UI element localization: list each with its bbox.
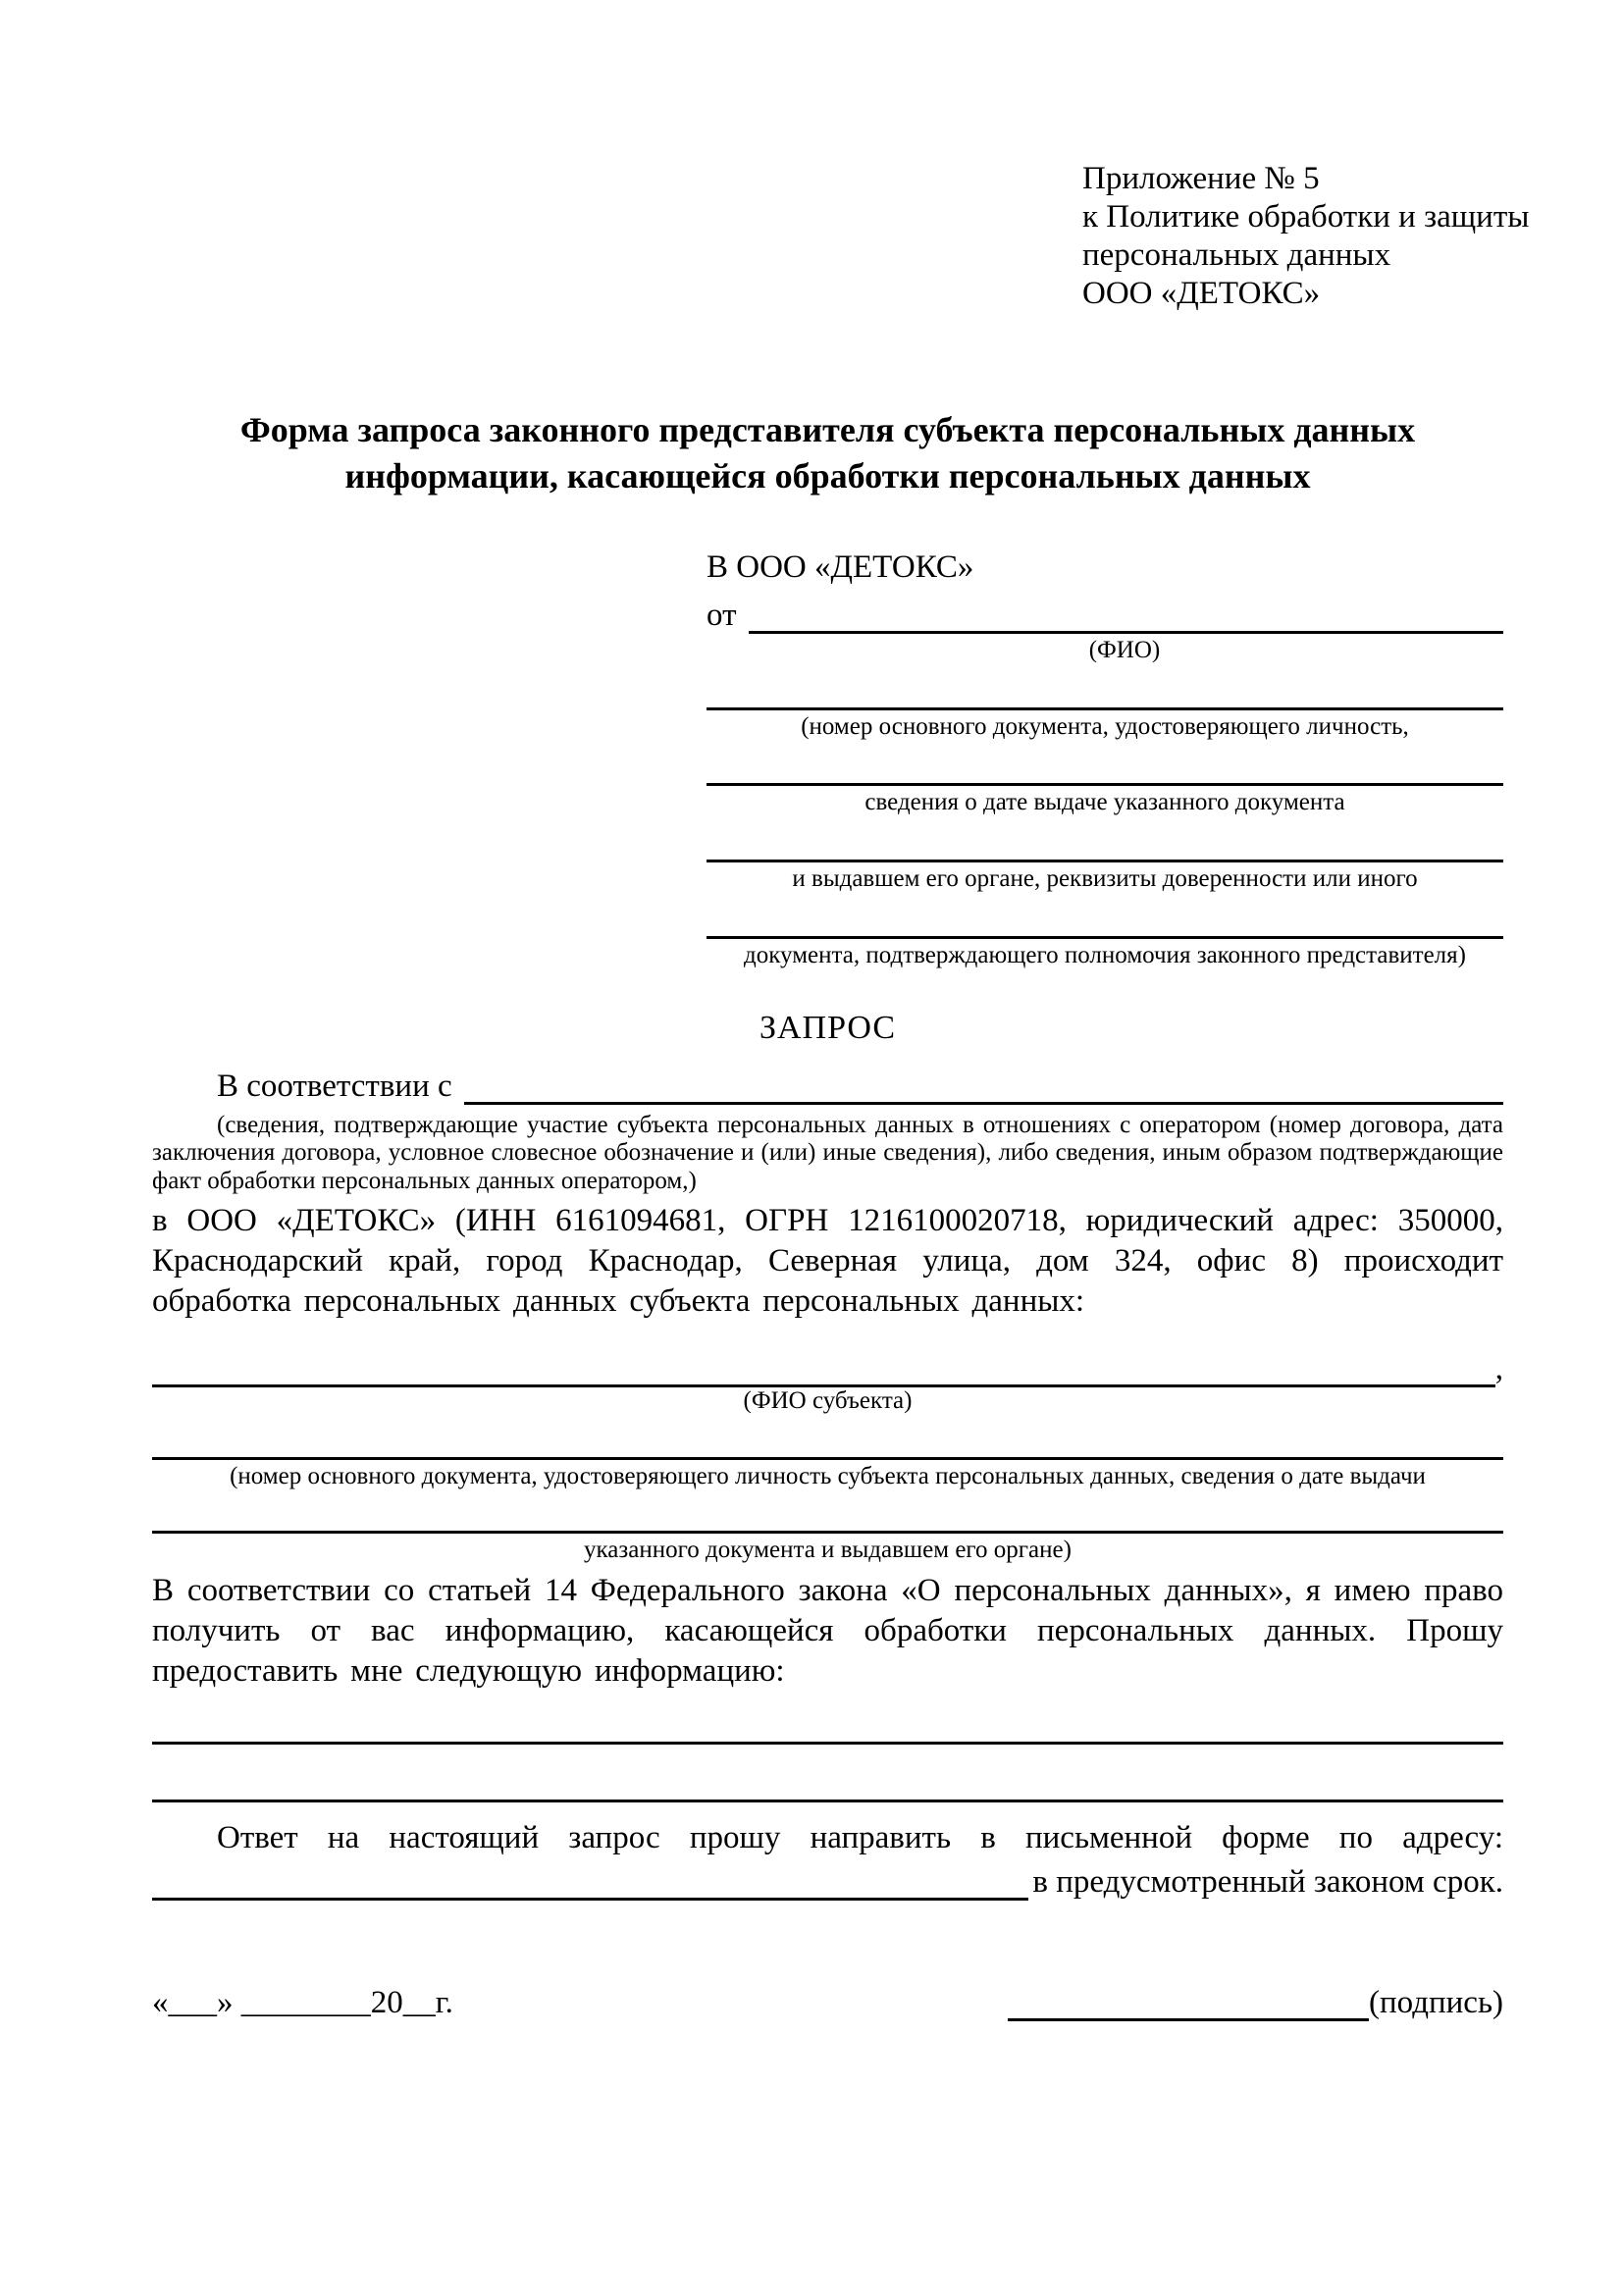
representative-doc-blank-line-3[interactable] [707, 860, 1503, 862]
appendix-line: ООО «ДЕТОКС» [1082, 275, 1321, 311]
subject-doc-caption-1: (номер основного документа, удостоверяющего личность субъекта персональных данных, сведения о дате выдачи [230, 1463, 1426, 1490]
from-line [707, 598, 1503, 634]
basis-blank-line[interactable] [464, 1102, 1503, 1105]
subject-doc-caption-2: указанного документа и выдавшем его органе) [584, 1537, 1072, 1563]
address-blank-line[interactable] [152, 1898, 1028, 1901]
representative-doc-blank-line-1[interactable] [707, 707, 1503, 710]
basis-lead: В соответствии с [217, 1068, 452, 1104]
appendix-line: к Политике обработки и защиты [1082, 198, 1530, 235]
answer-lead: Ответ на настоящий запрос прошу направить в письменной форме по адресу: [217, 1820, 1503, 1856]
footer-row [152, 1985, 1503, 2021]
signature-caption: (подпись) [1369, 1985, 1503, 2021]
representative-doc-caption-4: документа, подтверждающего полномочия законного представителя) [744, 941, 1466, 968]
appendix-line: персональных данных [1082, 236, 1391, 273]
addressee-block [707, 549, 1503, 970]
signature-block [1008, 1985, 1503, 2021]
answer-tail: в предусмотренный законом срок. [1032, 1864, 1503, 1901]
from-label: от [707, 597, 737, 633]
addressee-to: В ООО «ДЕТОКС» [707, 548, 974, 585]
operator-paragraph: в ООО «ДЕТОКС» (ИНН 6161094681, ОГРН 1216100020718, юридический адрес: 350000, Краснодарский край, город Краснодар, Северная улица, дом 324, офис 8) происходит обработка персональных данных субъекта персональных данных: [152, 1202, 1503, 1319]
basis-line [152, 1069, 1503, 1105]
trailing-comma: , [1494, 1350, 1503, 1386]
appendix-header [1082, 160, 1530, 313]
fio-caption: (ФИО) [1088, 636, 1161, 663]
info-blank-line-2[interactable] [152, 1800, 1503, 1802]
representative-doc-caption-2: сведения о дате выдаче указанного документа [864, 789, 1345, 816]
representative-doc-blank-line-2[interactable] [707, 783, 1503, 786]
info-blank-line-1[interactable] [152, 1742, 1503, 1745]
request-heading: ЗАПРОС [759, 1009, 897, 1046]
address-line [152, 1864, 1503, 1901]
basis-caption: (сведения, подтверждающие участие субъекта персональных данных в отношениях с оператором (номер договора, дата заключения договора, условное словесное обозначение и (или) иные сведения), либо сведения, иным образом подтверждающие факт обработки персональных данных оператором,) [152, 1111, 1503, 1195]
date-field[interactable]: «___» ________20__г. [152, 1985, 453, 2021]
representative-fio-blank-line[interactable] [749, 631, 1504, 634]
representative-doc-caption-3: и выдавшем его органе, реквизиты доверенности или иного [792, 865, 1418, 893]
subject-doc-blank-line-1[interactable] [152, 1457, 1503, 1460]
appendix-line: Приложение № 5 [1082, 161, 1320, 196]
form-title: Форма запроса законного представителя субъекта персональных данных информации, касающейся обработки персональных данных [239, 409, 1416, 496]
representative-doc-caption-1: (номер основного документа, удостоверяющего личность, [801, 712, 1409, 740]
signature-blank-line[interactable] [1008, 2018, 1369, 2021]
subject-fio-caption: (ФИО субъекта) [743, 1386, 913, 1414]
representative-doc-blank-line-4[interactable] [707, 936, 1503, 939]
subject-doc-blank-line-2[interactable] [152, 1531, 1503, 1534]
subject-fio-line [152, 1351, 1503, 1387]
law-paragraph: В соответствии со статьей 14 Федерального закона «О персональных данных», я имею право получить от вас информацию, касающейся обработки персональных данных. Прошу предоставить мне следующую информацию: [152, 1572, 1503, 1689]
